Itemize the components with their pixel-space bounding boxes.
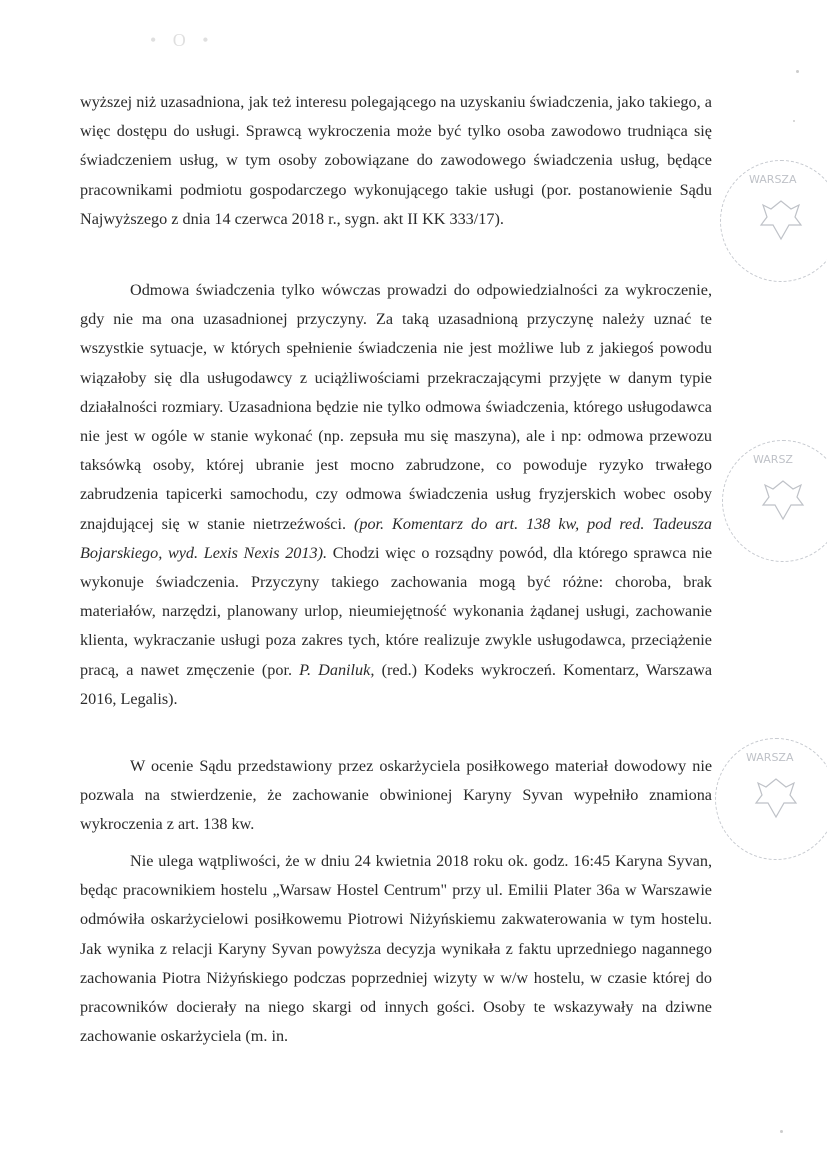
paragraph-2-text-b: Chodzi więc o rozsądny powód, dla którego sprawca nie wykonuje świadczenia. Przyczyny takiego zachowania mogą być różne: choroba, brak materiałów, narzędzi, planowany urlop, nieumiejętność wykonania żądanej usługi, zachowanie klienta, wykraczanie usługi poza zakres tych, które realizuje zwykle usługodawca, przeciążenie pracą, a nawet zmęczenie (por. <box>80 543 713 679</box>
court-stamp-1 <box>720 160 827 282</box>
scan-speck <box>780 1130 783 1133</box>
court-stamp-3 <box>715 738 827 860</box>
svg-text:WARSZA: WARSZA <box>749 173 797 186</box>
paragraph-2-text-c: (red.) Kodeks wykroczeń. Komentarz, Warszawa 2016, Legalis). <box>80 660 713 708</box>
svg-text:WARSZ: WARSZ <box>753 453 793 466</box>
court-stamp-2 <box>722 440 827 562</box>
eagle-emblem-icon <box>716 739 827 859</box>
author-citation: P. Daniluk, <box>299 660 375 679</box>
paragraph-1: wyższej niż uzasadniona, jak też interesu polegającego na uzyskaniu świadczenia, jako takiego, a więc dostępu do usługi. Sprawcą wykroczenia może być tylko osoba zawodowo trudniąca się świadczeniem usług, w tym osoby zobowiązane do zawodowego świadczenia usług, będące pracownikami podmiotu gospodarczego wykonującego takie usługi (por. postanowienie Sądu Najwyższego z dnia 14 czerwca 2018 r., sygn. akt II KK 333/17). <box>80 93 712 228</box>
paragraph-3: W ocenie Sądu przedstawiony przez oskarżyciela posiłkowego materiał dowodowy nie pozwala na stwierdzenie, że zachowanie obwinionej Karyny Syvan wypełniło znamiona wykroczenia z art. 138 kw. <box>80 757 712 834</box>
faint-header-mark: • O • <box>150 30 215 50</box>
scan-speck <box>793 120 795 122</box>
commentary-citation: (por. Komentarz do art. 138 kw, pod red. Tadeusza Bojarskiego, wyd. Lexis Nexis 2013). <box>80 514 713 562</box>
paragraph-4: Nie ulega wątpliwości, że w dniu 24 kwietnia 2018 roku ok. godz. 16:45 Karyna Syvan, będąc pracownikiem hostelu „Warsaw Hostel Centrum" przy ul. Emilii Plater 36a w Warszawie odmówiła oskarżycielowi posiłkowemu Piotrowi Niżyńskiemu zakwaterowania w tym hostelu. Jak wynika z relacji Karyny Syvan powyższa decyzja wynikała z faktu uprzedniego nagannego zachowania Piotra Niżyńskiego podczas poprzedniej wizyty w w/w hostelu, w czasie której do pracowników docierały na niego skargi od innych gości. Osoby te wskazywały na dziwne zachowanie oskarżyciela (m. in. <box>80 852 712 1046</box>
eagle-emblem-icon <box>721 161 827 281</box>
eagle-emblem-icon <box>723 441 827 561</box>
paragraph-2 <box>80 276 712 714</box>
paragraph-2-text-a: Odmowa świadczenia tylko wówczas prowadzi do odpowiedzialności za wykroczenie, gdy nie ma ona uzasadnionej przyczyny. Za taką uzasadnioną przyczynę należy uznać te wszystkie sytuacje, w których spełnienie świadczenia nie jest możliwe lub z jakiegoś powodu wiązałoby się dla usługodawcy z uciążliwościami przekraczającymi przyjęte w danym typie działalności rozmiary. Uzasadniona będzie nie tylko odmowa świadczenia, którego usługodawca nie jest w ogóle w stanie wykonać (np. zepsuła mu się maszyna), ale i np: odmowa przewozu taksówką osoby, której ubranie jest mocno zabrudzone, co powoduje ryzyko trwałego zabrudzenia tapicerki samochodu, czy odmowa świadczenia usług fryzjerskich wobec osoby znajdującej się w stanie nietrzeźwości. <box>80 281 712 533</box>
scan-speck <box>796 70 799 73</box>
svg-text:WARSZA: WARSZA <box>746 751 794 764</box>
